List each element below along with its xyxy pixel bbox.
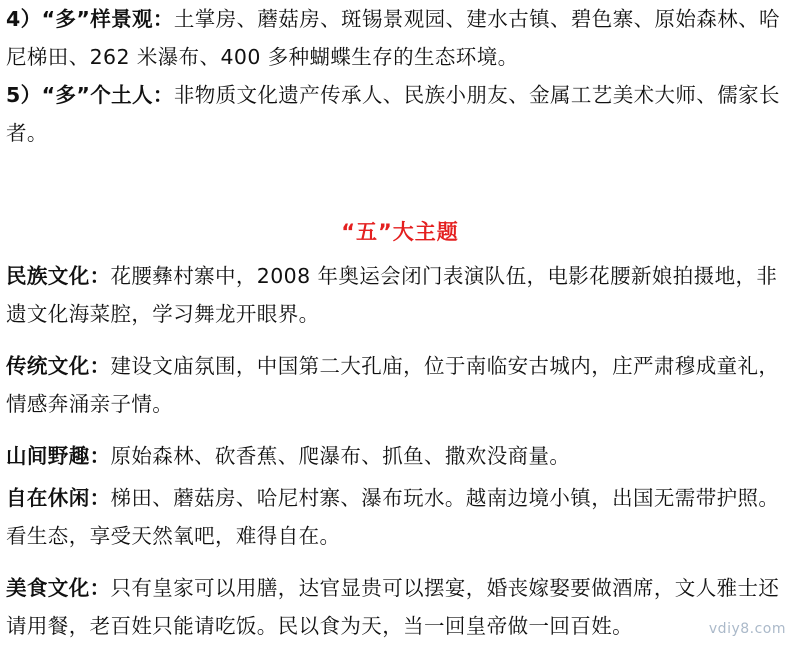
- theme-label: 美食文化：: [6, 576, 111, 600]
- item-diverse-landscapes: [6, 0, 794, 76]
- theme-leisure: [6, 479, 794, 555]
- section-heading: “五”大主题: [341, 220, 459, 244]
- theme-traditional-culture: [6, 347, 794, 423]
- item-text: 非物质文化遗产传承人、民族小朋友、金属工艺美术大师、儒家长者。: [6, 83, 780, 145]
- item-local-people: [6, 76, 794, 152]
- theme-text: 原始森林、砍香蕉、爬瀑布、抓鱼、撒欢没商量。: [110, 444, 571, 468]
- theme-text: 花腰彝村寨中，2008 年奥运会闭门表演队伍，电影花腰新娘拍摄地，非遗文化海菜腔，学习舞龙开眼界。: [6, 264, 778, 326]
- theme-label: 自在休闲：: [6, 486, 111, 510]
- theme-text: 建设文庙氛围，中国第二大孔庙，位于南临安古城内，庄严肃穆成童礼，情感奔涌亲子情。: [6, 354, 780, 416]
- theme-text: 梯田、蘑菇房、哈尼村寨、瀑布玩水。越南边境小镇，出国无需带护照。看生态，享受天然氧吧，难得自在。: [6, 486, 780, 548]
- item-text: 土掌房、蘑菇房、斑锡景观园、建水古镇、碧色寨、原始森林、哈尼梯田、262 米瀑布、400 多种蝴蝶生存的生态环境。: [6, 7, 780, 69]
- item-label: 5）“多”个土人：: [6, 83, 174, 107]
- theme-label: 传统文化：: [6, 354, 111, 378]
- theme-label: 民族文化：: [6, 264, 111, 288]
- item-label: 4）“多”样景观：: [6, 7, 174, 31]
- theme-text: 只有皇家可以用膳，达官显贵可以摆宴，婚丧嫁娶要做酒席，文人雅士还请用餐，老百姓只能请吃饭。民以食为天，当一回皇帝做一回百姓。: [6, 576, 780, 638]
- theme-label: 山间野趣：: [6, 444, 111, 468]
- theme-food-culture: [6, 569, 794, 645]
- theme-mountain-fun: [6, 437, 794, 475]
- watermark: vdiy8.com: [708, 621, 786, 637]
- theme-ethnic-culture: [6, 257, 794, 333]
